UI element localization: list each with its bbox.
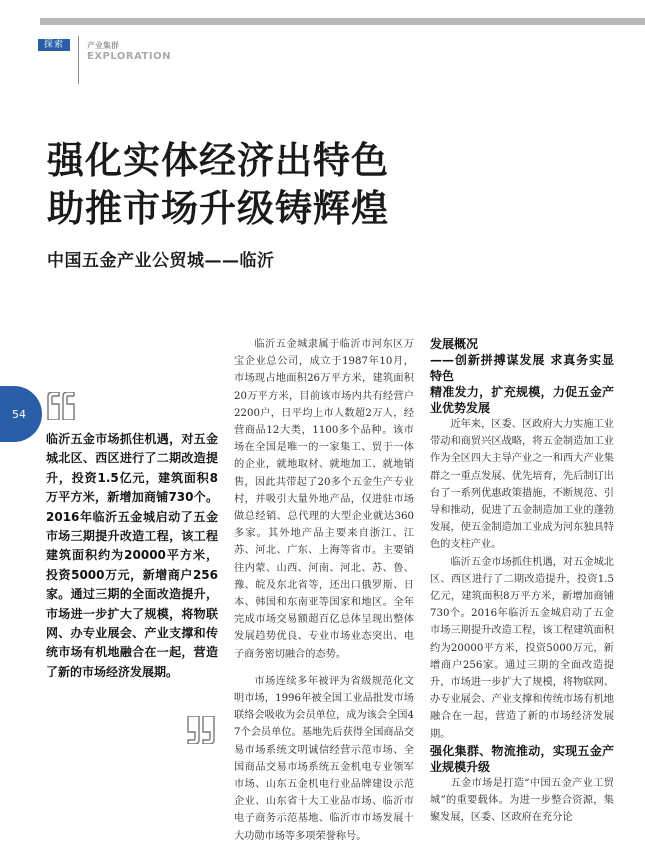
section-heading: 发展概况 — [430, 337, 479, 351]
article-subtitle: 中国五金产业公贸城——临沂 — [47, 251, 275, 271]
title-line-2: 助推市场升级铸辉煌 — [47, 186, 389, 230]
body-column-middle — [234, 336, 414, 845]
section-tag: 探索 — [38, 39, 70, 51]
top-rule — [40, 18, 645, 25]
page-number: 54 — [12, 408, 26, 421]
close-quote-icon — [186, 716, 216, 744]
body-paragraph: 临沂五金城隶属于临沂市河东区万宝企业总公司，成立于1987年10月，市场现占地面积26万平方米，建筑面积20万平方米，目前该市场内共有经营户2200户，日平均上市人数超2万人，经营商品12大类，1100多个品种。该市场在全国是唯一的一家集工、贸于一体的企业，就地取材、就地加工、就地销售，因此共带起了20多个五金生产专业村，并吸引大量外地产品，仅进驻市场做总经销、总代理的大型企业就达360多家。其外地产品主要来自浙江、江苏、河北、广东、上海等省市。主要销往内蒙、山西、河南、河北、苏、鲁、豫、皖及东北省等，还出口俄罗斯、日本、韩国和东南亚等国家和地区。全年完成市场交易额超百亿总体呈现出整体发展趋势优良、专业市场业态突出、电子商务密切融合的态势。 — [234, 339, 414, 660]
body-paragraph: 市场连续多年被评为省级规范化文明市场，1996年被全国工业品批发市场联络会吸收为会员单位，成为该会全国47个会员单位。基地先后获得全国商品交易市场系统文明诚信经营示范市场、全国商品交易市场系统五金机电专业领军市场、山东五金机电行业品牌建设示范企业、山东省十大工业品市场、临沂市电子商务示范基地、临沂市市场发展十大功勋市场等多项荣誉称号。 — [234, 675, 414, 842]
section-subheading: ——创新拼搏谋发展 求真务实显特色 — [430, 353, 614, 383]
article-title — [47, 136, 607, 232]
section-subheading: 强化集群、物流推动，实现五金产业规模升级 — [430, 743, 614, 774]
pull-quote: 临沂五金市场抓住机遇，对五金城北区、西区进行了二期改造提升，投资1.5亿元，建筑面积8万平方米，新增加商铺730个。2016年临沂五金城启动了五金市场三期提升改造工程，该工程建筑面积约为20000平方米，投资5000万元，新增商户256家。通过三期的全面改造提升，市场进一步扩大了规模，将物联网、办专业展会、产业支撑和传统市场有机地融合在一起，营造了新的市场经济发展期。 — [46, 432, 218, 679]
body-paragraph: 五金市场是打造“中国五金产业工贸城”的重要载体。为进一步整合资源，集聚发展，区委、区政府在充分论 — [430, 777, 614, 824]
open-quote-icon — [46, 392, 76, 420]
section-subheading: 精准发力，扩充规模，力促五金产业优势发展 — [430, 385, 614, 415]
title-line-1: 强化实体经济出特色 — [47, 138, 389, 182]
body-paragraph: 临沂五金市场抓住机遇，对五金城北区、西区进行了二期改造提升，投资1.5亿元，建筑面积8万平方米，新增加商铺730个。2016年临沂五金城启动了五金市场三期提升改造工程，该工程建筑面积约为20000平方米，投资5000万元，新增商户256家。通过三期的全面改造提升，市场进一步扩大了规模，将物联网、办专业展会、产业支撑和传统市场有机地融合在一起，营造了新的市场经济发展期。 — [430, 556, 614, 740]
section-category: 产业集群 — [87, 41, 119, 50]
header-divider — [78, 36, 79, 84]
body-column-right — [430, 336, 614, 826]
section-category-en: EXPLORATION — [87, 51, 171, 62]
body-paragraph: 近年来，区委、区政府大力实施工业带动和商贸兴区战略，将五金制造加工业作为全区四大主导产业之一和西大产业集群之一重点发展、优先培育，先后制订出台了一系列优惠政策措施，不断规范、引导和推动，促进了五金制造加工业的蓬勃发展，使五金制造加工业成为河东独具特色的支柱产业。 — [430, 419, 614, 551]
